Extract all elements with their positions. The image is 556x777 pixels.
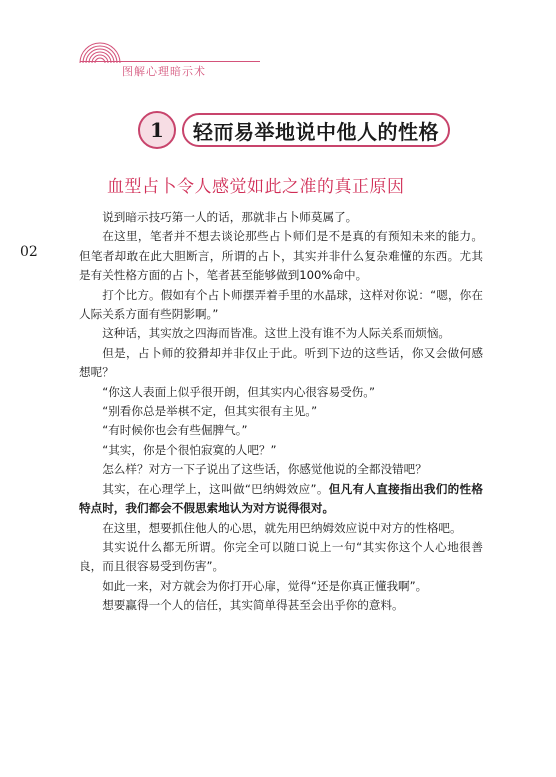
book-title: 图解心理暗示术 xyxy=(122,65,206,78)
quote-paragraph: “你这人表面上似乎很开朗，但其实内心很容易受伤。” xyxy=(102,384,376,399)
paragraph: 这种话，其实放之四海而皆准。这世上没有谁不为人际关系而烦恼。 xyxy=(102,326,451,341)
chapter-title: 轻而易举地说中他人的性格 xyxy=(182,113,450,147)
section-subtitle: 血型占卜令人感觉如此之准的真正原因 xyxy=(107,177,405,197)
quote-paragraph: “别看你总是举棋不定，但其实很有主见。” xyxy=(102,404,318,419)
bold-emphasis: 但凡有人直接指出我们的性格特点时，我们都会不假思索地认为对方说得很对。 xyxy=(79,481,483,516)
paragraph: 在这里，笔者并不想去谈论那些占卜师们是不是真的有预知未来的能力。但笔者却敢在此大胆断言，所谓的占卜，其实并非什么复杂难懂的东西。尤其是有关性格方面的占卜，笔者甚至能够做到100%命中。 xyxy=(79,229,483,283)
chapter-number: 1 xyxy=(138,111,176,149)
paragraph: 如此一来，对方就会为你打开心扉，觉得“还是你真正懂我啊”。 xyxy=(102,578,428,593)
paragraph: 其实，在心理学上，这叫做“巴纳姆效应”。但凡有人直接指出我们的性格特点时，我们都会不假思索地认为对方说得很对。 xyxy=(79,481,483,516)
paragraph: 打个比方。假如有个占卜师摆弄着手里的水晶球，这样对你说：“嗯，你在人际关系方面有些阴影啊。” xyxy=(79,287,483,322)
chapter-heading xyxy=(138,111,453,151)
paragraph: 其实说什么都无所谓。你完全可以随口说上一句“其实你这个人心地很善良，而且很容易受到伤害”。 xyxy=(79,539,483,574)
paragraph: 怎么样？对方一下子说出了这些话，你感觉他说的全都没错吧？ xyxy=(102,462,427,477)
page-number: 02 xyxy=(20,244,38,260)
header-rule xyxy=(80,61,260,62)
paragraph: 想要赢得一个人的信任，其实简单得甚至会出乎你的意料。 xyxy=(102,598,404,613)
quote-paragraph: “有时候你也会有些倔脾气。” xyxy=(102,423,248,438)
paragraph: 但是，占卜师的狡猾却并非仅止于此。听到下边的这些话，你又会做何感想呢？ xyxy=(79,345,483,380)
paragraph: 说到暗示技巧第一人的话，那就非占卜师莫属了。 xyxy=(102,210,358,224)
paragraph: 在这里，想要抓住他人的心思，就先用巴纳姆效应说中对方的性格吧。 xyxy=(102,520,462,535)
body-text xyxy=(79,208,483,616)
quote-paragraph: “其实，你是个很怕寂寞的人吧？” xyxy=(102,442,277,457)
